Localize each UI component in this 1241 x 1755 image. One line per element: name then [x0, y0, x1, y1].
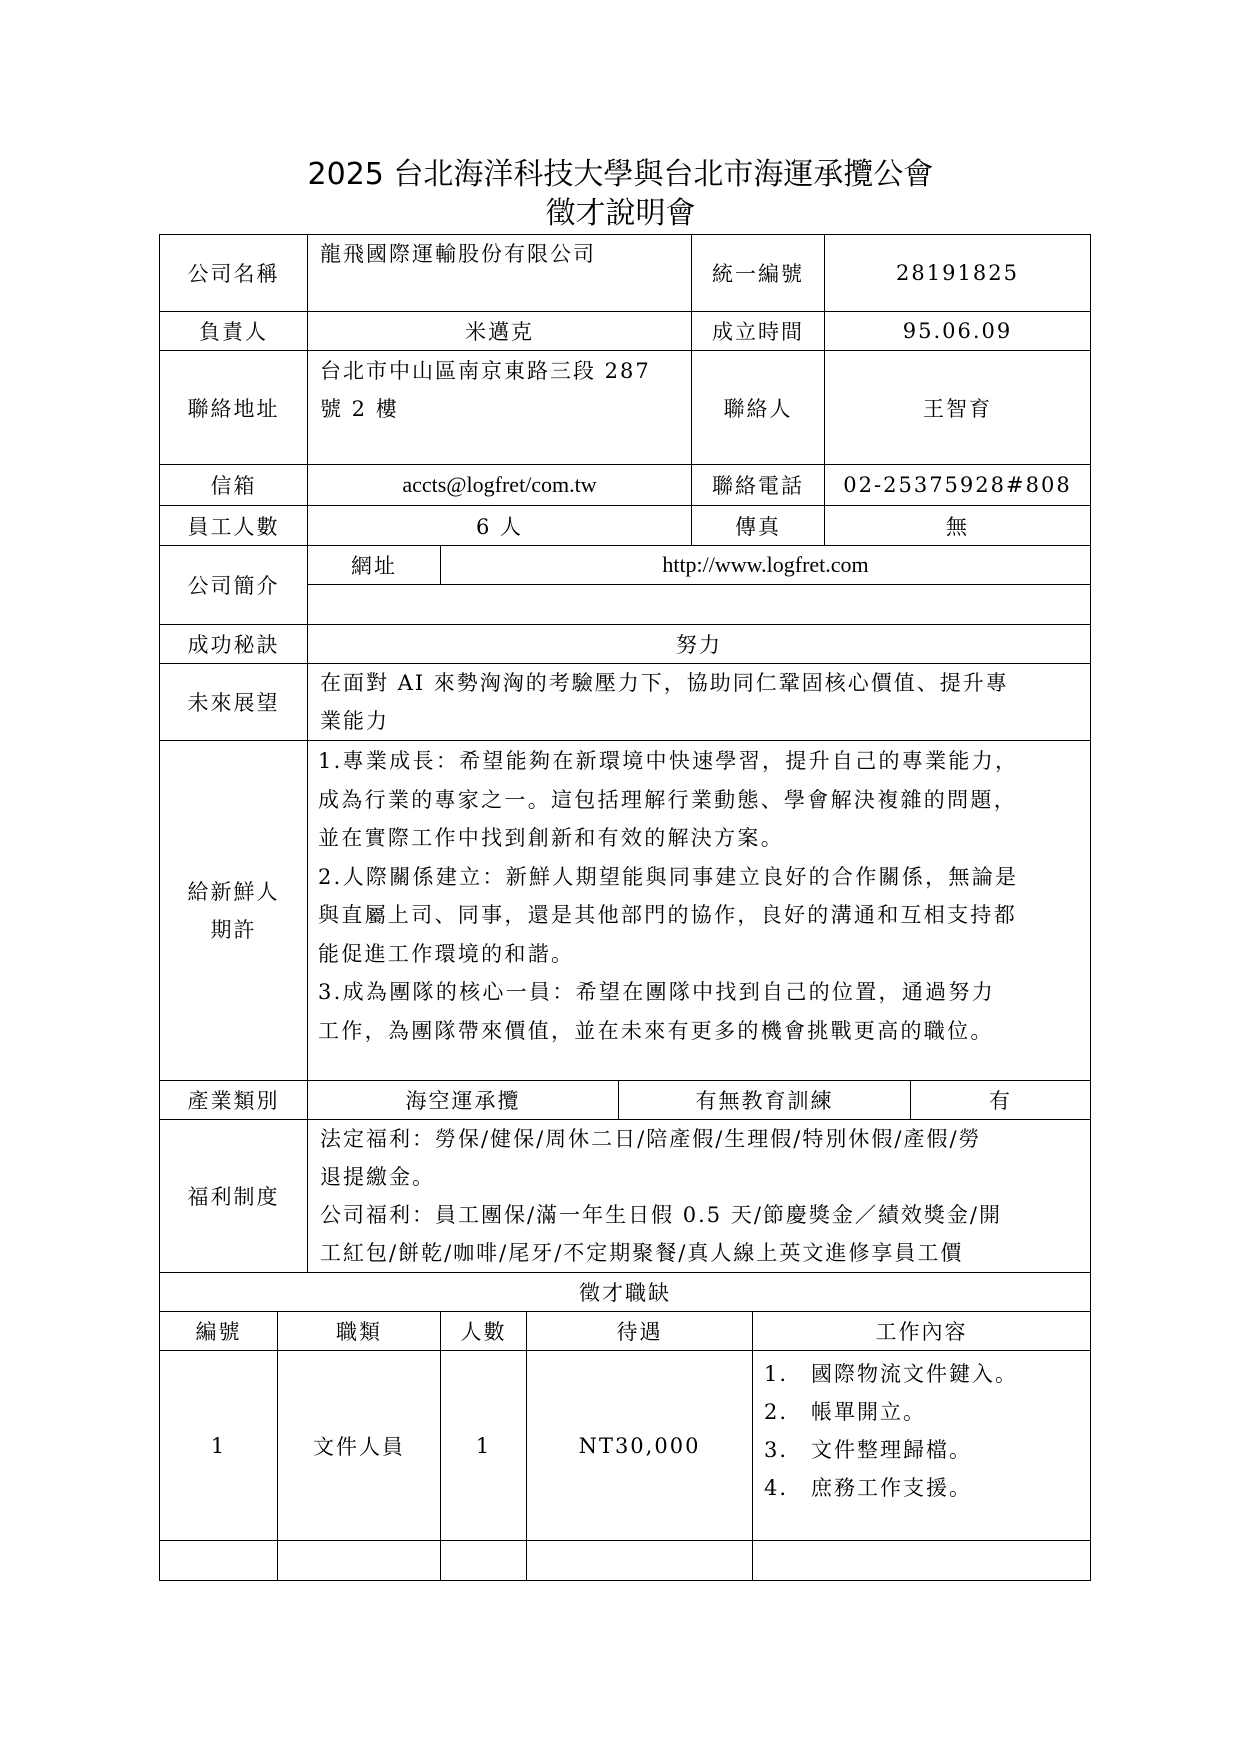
welfare-text — [320, 1120, 1002, 1272]
jobs-header-no: 編號 — [195, 1320, 242, 1344]
document-subtitle: 徵才說明會 — [545, 196, 696, 231]
jobs-header-duties: 工作內容 — [875, 1320, 968, 1344]
email: accts@logfret/com.tw — [402, 472, 597, 497]
fax: 無 — [946, 514, 969, 539]
expectation-line: 1.專業成長：希望能夠在新環境中快速學習，提升自己的專業能力， — [318, 749, 1019, 773]
outlook-line: 業能力 — [320, 709, 389, 733]
tax-id: 28191825 — [896, 261, 1019, 285]
email-label: 信箱 — [210, 474, 257, 498]
training-value: 有 — [989, 1089, 1012, 1113]
outlook-text — [320, 664, 1009, 740]
secret-label: 成功秘訣 — [187, 633, 280, 657]
job-category: 文件人員 — [313, 1434, 405, 1459]
address-line: 台北市中山區南京東路三段 287 — [320, 359, 651, 383]
secret-value: 努力 — [676, 633, 722, 657]
expectation-label-line: 期許 — [210, 917, 257, 942]
founded-label: 成立時間 — [712, 320, 804, 344]
expectation-line: 並在實際工作中找到創新和有效的解決方案。 — [318, 826, 784, 850]
website-label: 網址 — [351, 554, 397, 578]
industry-label: 產業類別 — [187, 1089, 280, 1113]
staff-label: 員工人數 — [187, 514, 280, 539]
job-count: 1 — [475, 1433, 492, 1458]
address-line: 號 2 樓 — [320, 397, 399, 421]
person: 米邁克 — [465, 320, 534, 344]
job-duty-item: 3. 文件整理歸檔。 — [764, 1438, 973, 1462]
staff-count: 6 人 — [475, 514, 524, 539]
person-label: 負責人 — [199, 320, 268, 344]
fax-label: 傳真 — [735, 514, 781, 539]
job-duty-item: 2. 帳單開立。 — [764, 1400, 927, 1424]
jobs-header-salary: 待遇 — [616, 1320, 663, 1344]
expectation-line: 工作，為團隊帶來價值，並在未來有更多的機會挑戰更高的職位。 — [318, 1018, 994, 1043]
outlook-label: 未來展望 — [187, 691, 280, 715]
job-duty-item: 4. 庶務工作支援。 — [764, 1476, 973, 1500]
training-label: 有無教育訓練 — [695, 1089, 834, 1113]
tax-id-label: 統一編號 — [712, 262, 804, 286]
document-title: 2025 台北海洋科技大學與台北市海運承攬公會 — [307, 157, 934, 192]
expectation-label — [160, 741, 307, 1080]
expectation-text — [318, 742, 1018, 1050]
founded: 95.06.09 — [902, 319, 1013, 343]
phone-label: 聯絡電話 — [712, 474, 804, 498]
industry-value: 海空運承攬 — [405, 1089, 521, 1113]
expectation-line: 成為行業的專家之一。這包括理解行業動態、學會解決複雜的問題， — [318, 787, 1017, 812]
outlook-line: 在面對 AI 來勢洶洶的考驗壓力下，協助同仁鞏固核心價值、提升專 — [320, 671, 1009, 695]
job-duties — [764, 1355, 1018, 1507]
expectation-line: 能促進工作環境的和諧。 — [318, 941, 575, 966]
address-label: 聯絡地址 — [187, 396, 280, 421]
expectation-label-line: 給新鮮人 — [187, 879, 280, 904]
expectation-line: 3.成為團隊的核心一員：希望在團隊中找到自己的位置，通過努力 — [318, 980, 996, 1004]
contact: 王智育 — [923, 396, 992, 421]
phone: 02-25375928#808 — [843, 473, 1072, 497]
welfare-line: 工紅包/餅乾/咖啡/尾牙/不定期聚餐/真人線上英文進修享員工價 — [320, 1241, 964, 1265]
job-duty-item: 1. 國際物流文件鍵入。 — [764, 1362, 1019, 1386]
welfare-line: 退提繳金。 — [320, 1165, 435, 1189]
company-name-label: 公司名稱 — [187, 262, 280, 286]
intro-label: 公司簡介 — [187, 574, 280, 598]
jobs-header-category: 職類 — [336, 1320, 382, 1344]
job-no: 1 — [210, 1433, 227, 1458]
contact-label: 聯絡人 — [723, 396, 793, 421]
expectation-line: 與直屬上司、同事，還是其他部門的協作，良好的溝通和互相支持都 — [318, 903, 1017, 927]
welfare-line: 公司福利：員工團保/滿一年生日假 0.5 天/節慶獎金／績效獎金/開 — [320, 1203, 1002, 1227]
expectation-line: 2.人際關係建立：新鮮人期望能與同事建立良好的合作關係，無論是 — [318, 864, 1019, 889]
jobs-section-title: 徵才職缺 — [579, 1281, 671, 1305]
job-salary: NT30,000 — [578, 1433, 701, 1458]
welfare-label: 福利制度 — [187, 1185, 280, 1209]
website-link[interactable]: http://www.logfret.com — [662, 552, 869, 577]
address — [320, 352, 651, 428]
jobs-header-count: 人數 — [460, 1320, 507, 1344]
company-name: 龍飛國際運輸股份有限公司 — [320, 242, 596, 266]
welfare-line: 法定福利：勞保/健保/周休二日/陪產假/生理假/特別休假/產假/勞 — [320, 1127, 982, 1151]
